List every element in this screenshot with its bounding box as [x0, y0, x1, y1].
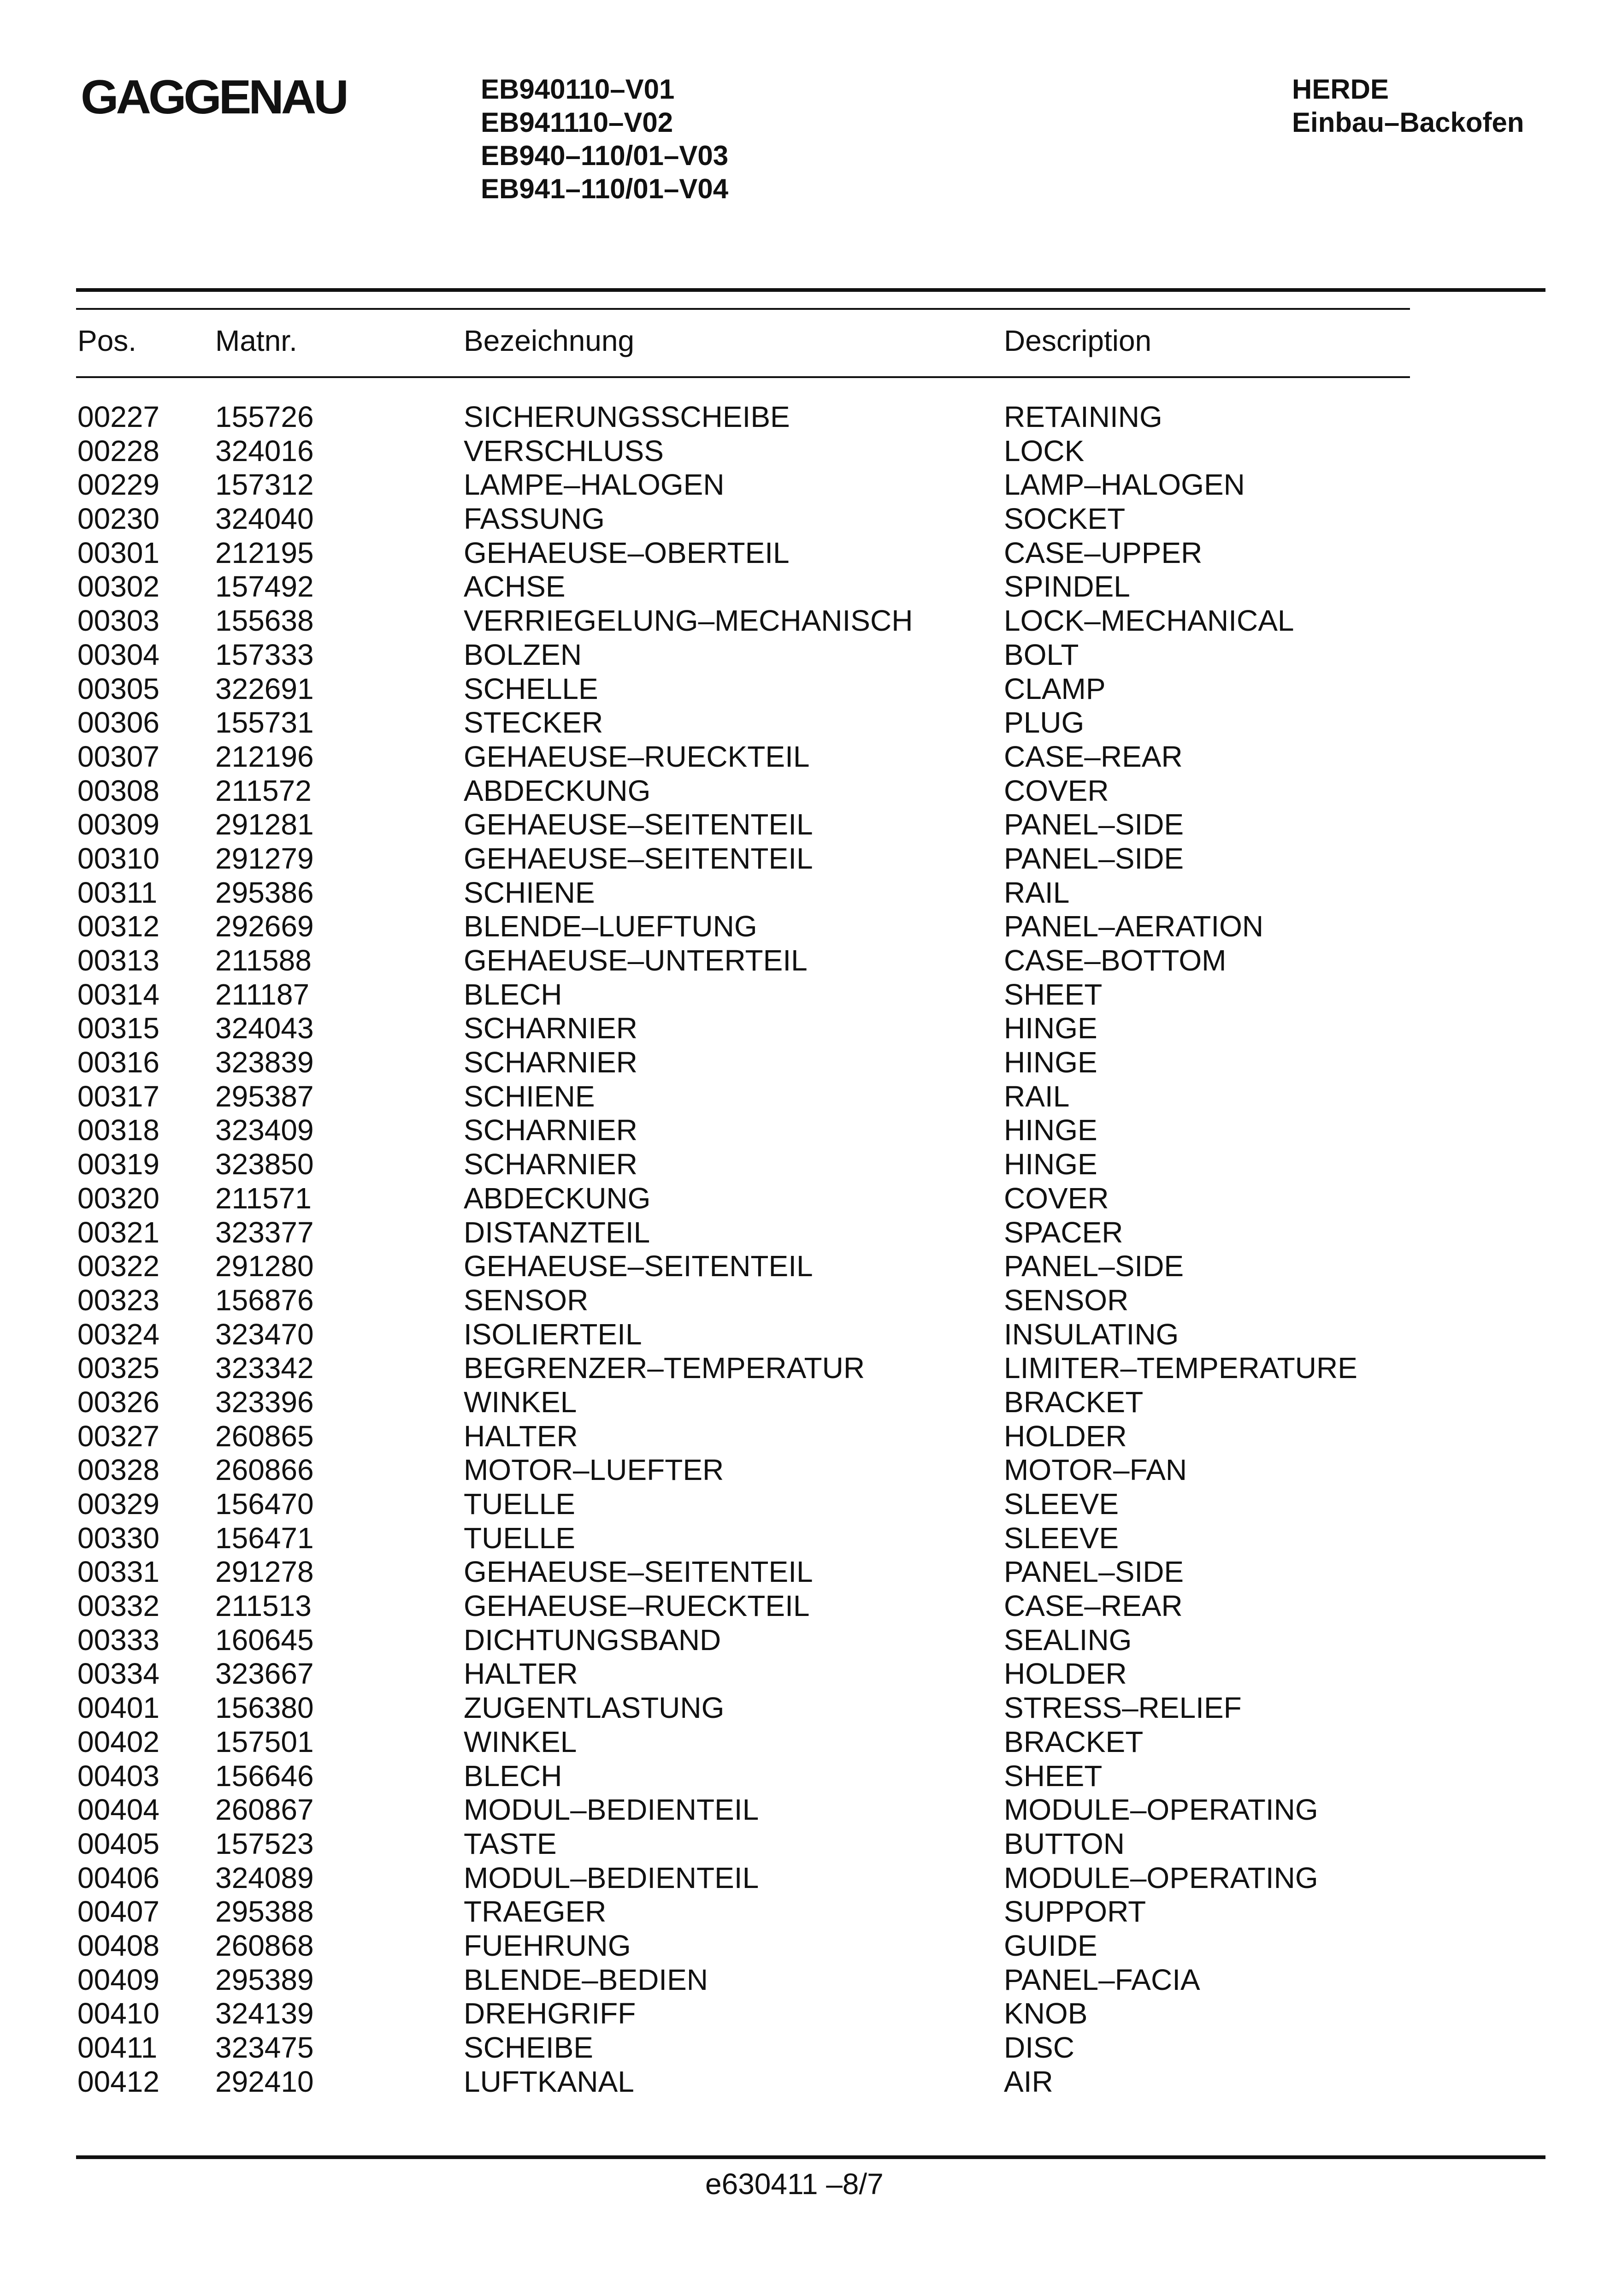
cell-bezeichnung: FASSUNG	[464, 502, 605, 536]
cell-description: SUPPORT	[1004, 1895, 1146, 1929]
cell-description: COVER	[1004, 774, 1109, 807]
table-row	[0, 1080, 1616, 1114]
model-list	[481, 73, 728, 206]
cell-bezeichnung: GEHAEUSE–RUECKTEIL	[464, 740, 810, 773]
cell-bezeichnung: ABDECKUNG	[464, 1181, 651, 1215]
cell-matnr: 323475	[215, 2031, 314, 2064]
table-row	[0, 1861, 1616, 1895]
table-row	[0, 1929, 1616, 1963]
table-row	[0, 1249, 1616, 1284]
cell-pos: 00406	[77, 1861, 159, 1894]
cell-pos: 00323	[77, 1283, 159, 1317]
parts-table-body	[0, 400, 1616, 2099]
table-row	[0, 1113, 1616, 1148]
cell-bezeichnung: SCHARNIER	[464, 1046, 637, 1079]
table-row	[0, 808, 1616, 842]
category-title: HERDE	[1292, 74, 1389, 105]
cell-bezeichnung: MOTOR–LUEFTER	[464, 1453, 724, 1487]
cell-pos: 00331	[77, 1555, 159, 1589]
cell-matnr: 212196	[215, 740, 314, 773]
cell-bezeichnung: FUEHRUNG	[464, 1929, 631, 1962]
table-row	[0, 1997, 1616, 2031]
cell-bezeichnung: WINKEL	[464, 1725, 577, 1758]
cell-description: PANEL–SIDE	[1004, 808, 1184, 841]
cell-bezeichnung: TUELLE	[464, 1521, 575, 1555]
cell-matnr: 155726	[215, 400, 314, 433]
table-row	[0, 1351, 1616, 1385]
cell-description: PANEL–SIDE	[1004, 841, 1184, 875]
cell-matnr: 157333	[215, 638, 314, 671]
table-row	[0, 400, 1616, 434]
cell-matnr: 324089	[215, 1861, 314, 1894]
cell-description: HINGE	[1004, 1046, 1097, 1079]
cell-pos: 00326	[77, 1385, 159, 1419]
cell-pos: 00320	[77, 1181, 159, 1215]
cell-pos: 00403	[77, 1759, 159, 1793]
cell-matnr: 323839	[215, 1046, 314, 1079]
cell-description: CASE–UPPER	[1004, 536, 1203, 569]
table-header-rule	[76, 376, 1410, 378]
cell-bezeichnung: STECKER	[464, 706, 603, 740]
table-row	[0, 1623, 1616, 1657]
cell-pos: 00305	[77, 672, 159, 705]
cell-pos: 00401	[77, 1691, 159, 1725]
cell-description: SOCKET	[1004, 502, 1126, 536]
cell-bezeichnung: SICHERUNGSSCHEIBE	[464, 400, 790, 433]
cell-description: CASE–REAR	[1004, 1589, 1183, 1623]
cell-description: PLUG	[1004, 706, 1085, 740]
cell-bezeichnung: TASTE	[464, 1827, 557, 1860]
table-row	[0, 774, 1616, 808]
cell-pos: 00230	[77, 502, 159, 536]
cell-bezeichnung: SCHARNIER	[464, 1113, 637, 1147]
cell-description: PANEL–SIDE	[1004, 1555, 1184, 1589]
table-row	[0, 910, 1616, 944]
table-row	[0, 1589, 1616, 1623]
cell-description: SENSOR	[1004, 1283, 1129, 1317]
table-row	[0, 1453, 1616, 1487]
cell-matnr: 260865	[215, 1419, 314, 1453]
cell-pos: 00405	[77, 1827, 159, 1860]
brand-logo: GAGGENAU	[81, 71, 346, 124]
cell-description: HINGE	[1004, 1012, 1097, 1045]
cell-pos: 00407	[77, 1895, 159, 1929]
cell-pos: 00319	[77, 1148, 159, 1181]
cell-bezeichnung: VERSCHLUSS	[464, 434, 664, 467]
table-row	[0, 1216, 1616, 1250]
cell-bezeichnung: GEHAEUSE–SEITENTEIL	[464, 1249, 813, 1283]
cell-description: LOCK–MECHANICAL	[1004, 604, 1294, 638]
cell-matnr: 295387	[215, 1079, 314, 1113]
cell-pos: 00325	[77, 1351, 159, 1385]
table-row	[0, 706, 1616, 740]
cell-pos: 00302	[77, 570, 159, 604]
cell-bezeichnung: BLENDE–BEDIEN	[464, 1963, 708, 1996]
table-row	[0, 1793, 1616, 1827]
cell-description: INSULATING	[1004, 1317, 1179, 1351]
page-code: e630411 –8/7	[705, 2167, 884, 2201]
cell-bezeichnung: BLECH	[464, 977, 562, 1011]
cell-matnr: 211513	[215, 1589, 312, 1623]
cell-bezeichnung: BLENDE–LUEFTUNG	[464, 910, 757, 943]
cell-bezeichnung: SCHELLE	[464, 672, 598, 705]
cell-matnr: 295386	[215, 876, 314, 909]
header-divider	[76, 288, 1545, 292]
cell-description: MODULE–OPERATING	[1004, 1861, 1318, 1894]
cell-description: HINGE	[1004, 1148, 1097, 1181]
cell-pos: 00306	[77, 706, 159, 740]
cell-pos: 00324	[77, 1317, 159, 1351]
cell-matnr: 260868	[215, 1929, 314, 1962]
cell-description: MOTOR–FAN	[1004, 1453, 1187, 1487]
cell-pos: 00329	[77, 1487, 159, 1521]
cell-matnr: 323470	[215, 1317, 314, 1351]
table-row	[0, 1657, 1616, 1691]
cell-pos: 00316	[77, 1046, 159, 1079]
cell-bezeichnung: GEHAEUSE–UNTERTEIL	[464, 944, 808, 977]
table-top-rule	[76, 308, 1410, 310]
table-row	[0, 638, 1616, 672]
cell-description: SEALING	[1004, 1623, 1132, 1657]
cell-bezeichnung: TUELLE	[464, 1487, 575, 1521]
cell-matnr: 211571	[215, 1181, 312, 1215]
table-row	[0, 740, 1616, 774]
cell-bezeichnung: VERRIEGELUNG–MECHANISCH	[464, 604, 913, 638]
cell-description: MODULE–OPERATING	[1004, 1793, 1318, 1827]
cell-description: BOLT	[1004, 638, 1079, 671]
table-row	[0, 2031, 1616, 2065]
cell-description: BUTTON	[1004, 1827, 1125, 1860]
cell-matnr: 160645	[215, 1623, 314, 1657]
cell-pos: 00328	[77, 1453, 159, 1487]
cell-bezeichnung: SCHARNIER	[464, 1012, 637, 1045]
cell-bezeichnung: TRAEGER	[464, 1895, 607, 1929]
cell-description: CLAMP	[1004, 672, 1106, 705]
cell-matnr: 156646	[215, 1759, 314, 1793]
cell-matnr: 322691	[215, 672, 314, 705]
cell-pos: 00228	[77, 434, 159, 467]
cell-matnr: 291281	[215, 808, 314, 841]
cell-matnr: 323667	[215, 1657, 314, 1691]
cell-description: RAIL	[1004, 1079, 1070, 1113]
cell-pos: 00229	[77, 468, 159, 502]
cell-pos: 00303	[77, 604, 159, 638]
cell-matnr: 324139	[215, 1997, 314, 2030]
cell-pos: 00327	[77, 1419, 159, 1453]
table-row	[0, 1759, 1616, 1793]
cell-description: HOLDER	[1004, 1657, 1127, 1691]
table-row	[0, 944, 1616, 978]
cell-matnr: 324040	[215, 502, 314, 536]
cell-pos: 00312	[77, 910, 159, 943]
table-row	[0, 1318, 1616, 1352]
cell-matnr: 155638	[215, 604, 314, 638]
cell-pos: 00307	[77, 740, 159, 773]
cell-pos: 00404	[77, 1793, 159, 1827]
cell-pos: 00333	[77, 1623, 159, 1657]
category-subtitle: Einbau–Backofen	[1292, 107, 1524, 138]
cell-bezeichnung: HALTER	[464, 1657, 578, 1691]
cell-bezeichnung: GEHAEUSE–SEITENTEIL	[464, 841, 813, 875]
cell-matnr: 324016	[215, 434, 314, 467]
column-header-matnr: Matnr.	[215, 324, 297, 357]
product-category	[1292, 73, 1524, 139]
cell-bezeichnung: SCHEIBE	[464, 2031, 593, 2064]
cell-pos: 00304	[77, 638, 159, 671]
cell-matnr: 157312	[215, 468, 314, 502]
cell-description: LOCK	[1004, 434, 1085, 467]
cell-bezeichnung: ACHSE	[464, 570, 566, 604]
model-number: EB940110–V01	[481, 74, 675, 105]
cell-bezeichnung: GEHAEUSE–SEITENTEIL	[464, 1555, 813, 1589]
model-number: EB941–110/01–V04	[481, 173, 729, 204]
cell-matnr: 260866	[215, 1453, 314, 1487]
cell-pos: 00308	[77, 774, 159, 807]
cell-bezeichnung: SCHARNIER	[464, 1148, 637, 1181]
cell-matnr: 260867	[215, 1793, 314, 1827]
cell-matnr: 323409	[215, 1113, 314, 1147]
cell-bezeichnung: DREHGRIFF	[464, 1997, 636, 2030]
cell-pos: 00330	[77, 1521, 159, 1555]
cell-matnr: 295389	[215, 1963, 314, 1996]
cell-bezeichnung: SCHIENE	[464, 876, 595, 909]
table-row	[0, 1012, 1616, 1046]
cell-pos: 00321	[77, 1215, 159, 1249]
cell-pos: 00311	[77, 876, 158, 909]
table-row	[0, 536, 1616, 570]
cell-description: HINGE	[1004, 1113, 1097, 1147]
table-row	[0, 570, 1616, 604]
cell-pos: 00322	[77, 1249, 159, 1283]
table-row	[0, 1385, 1616, 1420]
cell-matnr: 291279	[215, 841, 314, 875]
cell-bezeichnung: MODUL–BEDIENTEIL	[464, 1793, 759, 1827]
cell-description: KNOB	[1004, 1997, 1088, 2030]
cell-bezeichnung: GEHAEUSE–SEITENTEIL	[464, 808, 813, 841]
model-number: EB941110–V02	[481, 107, 673, 138]
cell-description: SLEEVE	[1004, 1487, 1119, 1521]
cell-pos: 00317	[77, 1079, 159, 1113]
cell-matnr: 211588	[215, 944, 312, 977]
table-row	[0, 434, 1616, 468]
cell-bezeichnung: BLECH	[464, 1759, 562, 1793]
cell-bezeichnung: GEHAEUSE–OBERTEIL	[464, 536, 790, 569]
table-row	[0, 1284, 1616, 1318]
column-header-pos: Pos.	[77, 324, 137, 357]
cell-matnr: 156380	[215, 1691, 314, 1725]
cell-matnr: 292669	[215, 910, 314, 943]
cell-description: PANEL–FACIA	[1004, 1963, 1200, 1996]
cell-description: SLEEVE	[1004, 1521, 1119, 1555]
cell-description: BRACKET	[1004, 1385, 1144, 1419]
cell-bezeichnung: MODUL–BEDIENTEIL	[464, 1861, 759, 1894]
cell-bezeichnung: LUFTKANAL	[464, 2065, 634, 2098]
cell-matnr: 157523	[215, 1827, 314, 1860]
table-row	[0, 876, 1616, 910]
cell-matnr: 323377	[215, 1215, 314, 1249]
cell-bezeichnung: SENSOR	[464, 1283, 589, 1317]
cell-description: BRACKET	[1004, 1725, 1144, 1758]
cell-bezeichnung: SCHIENE	[464, 1079, 595, 1113]
table-row	[0, 1521, 1616, 1556]
cell-matnr: 324043	[215, 1012, 314, 1045]
table-row	[0, 978, 1616, 1012]
cell-matnr: 323850	[215, 1148, 314, 1181]
cell-matnr: 211187	[215, 977, 310, 1011]
cell-pos: 00318	[77, 1113, 159, 1147]
table-row	[0, 1148, 1616, 1182]
table-row	[0, 1420, 1616, 1454]
cell-matnr: 156876	[215, 1283, 314, 1317]
table-row	[0, 502, 1616, 536]
cell-matnr: 291280	[215, 1249, 314, 1283]
table-row	[0, 1691, 1616, 1725]
cell-description: SPINDEL	[1004, 570, 1130, 604]
table-row	[0, 842, 1616, 876]
cell-pos: 00410	[77, 1997, 159, 2030]
cell-pos: 00334	[77, 1657, 159, 1691]
cell-pos: 00301	[77, 536, 159, 569]
table-row	[0, 1895, 1616, 1929]
cell-description: CASE–REAR	[1004, 740, 1183, 773]
footer-divider	[76, 2155, 1545, 2159]
cell-pos: 00315	[77, 1012, 159, 1045]
cell-bezeichnung: LAMPE–HALOGEN	[464, 468, 725, 502]
cell-description: RAIL	[1004, 876, 1070, 909]
cell-pos: 00412	[77, 2065, 159, 2098]
cell-description: PANEL–SIDE	[1004, 1249, 1184, 1283]
table-row	[0, 1827, 1616, 1861]
cell-description: LIMITER–TEMPERATURE	[1004, 1351, 1357, 1385]
cell-pos: 00408	[77, 1929, 159, 1962]
cell-description: SHEET	[1004, 1759, 1103, 1793]
cell-matnr: 157492	[215, 570, 314, 604]
cell-bezeichnung: HALTER	[464, 1419, 578, 1453]
cell-pos: 00411	[77, 2031, 158, 2064]
table-row	[0, 1046, 1616, 1080]
cell-description: SHEET	[1004, 977, 1103, 1011]
cell-bezeichnung: DISTANZTEIL	[464, 1215, 650, 1249]
cell-bezeichnung: ISOLIERTEIL	[464, 1317, 642, 1351]
cell-pos: 00313	[77, 944, 159, 977]
cell-description: STRESS–RELIEF	[1004, 1691, 1242, 1725]
cell-description: GUIDE	[1004, 1929, 1097, 1962]
cell-pos: 00402	[77, 1725, 159, 1758]
cell-matnr: 157501	[215, 1725, 314, 1758]
cell-matnr: 323342	[215, 1351, 314, 1385]
cell-pos: 00332	[77, 1589, 159, 1623]
cell-description: COVER	[1004, 1181, 1109, 1215]
cell-matnr: 212195	[215, 536, 314, 569]
table-row	[0, 468, 1616, 502]
cell-pos: 00409	[77, 1963, 159, 1996]
cell-matnr: 295388	[215, 1895, 314, 1929]
cell-matnr: 156470	[215, 1487, 314, 1521]
table-row	[0, 604, 1616, 638]
cell-matnr: 323396	[215, 1385, 314, 1419]
cell-description: PANEL–AERATION	[1004, 910, 1264, 943]
cell-description: DISC	[1004, 2031, 1074, 2064]
cell-matnr: 291278	[215, 1555, 314, 1589]
cell-bezeichnung: ABDECKUNG	[464, 774, 651, 807]
cell-matnr: 156471	[215, 1521, 314, 1555]
table-row	[0, 1963, 1616, 1997]
cell-bezeichnung: GEHAEUSE–RUECKTEIL	[464, 1589, 810, 1623]
cell-bezeichnung: ZUGENTLASTUNG	[464, 1691, 725, 1725]
cell-bezeichnung: DICHTUNGSBAND	[464, 1623, 721, 1657]
cell-bezeichnung: BEGRENZER–TEMPERATUR	[464, 1351, 865, 1385]
cell-description: LAMP–HALOGEN	[1004, 468, 1245, 502]
column-header-bezeichnung: Bezeichnung	[464, 324, 635, 357]
cell-pos: 00310	[77, 841, 159, 875]
cell-pos: 00227	[77, 400, 159, 433]
table-row	[0, 1725, 1616, 1759]
cell-description: RETAINING	[1004, 400, 1162, 433]
table-row	[0, 1487, 1616, 1521]
cell-matnr: 292410	[215, 2065, 314, 2098]
table-row	[0, 1555, 1616, 1589]
cell-pos: 00314	[77, 977, 159, 1011]
column-header-description: Description	[1004, 324, 1152, 357]
table-row	[0, 672, 1616, 706]
table-row	[0, 2065, 1616, 2099]
cell-matnr: 211572	[215, 774, 312, 807]
cell-description: SPACER	[1004, 1215, 1123, 1249]
cell-pos: 00309	[77, 808, 159, 841]
cell-description: AIR	[1004, 2065, 1053, 2098]
cell-description: CASE–BOTTOM	[1004, 944, 1227, 977]
cell-bezeichnung: BOLZEN	[464, 638, 582, 671]
model-number: EB940–110/01–V03	[481, 140, 729, 171]
table-row	[0, 1182, 1616, 1216]
cell-description: HOLDER	[1004, 1419, 1127, 1453]
cell-bezeichnung: WINKEL	[464, 1385, 577, 1419]
cell-matnr: 155731	[215, 706, 314, 740]
